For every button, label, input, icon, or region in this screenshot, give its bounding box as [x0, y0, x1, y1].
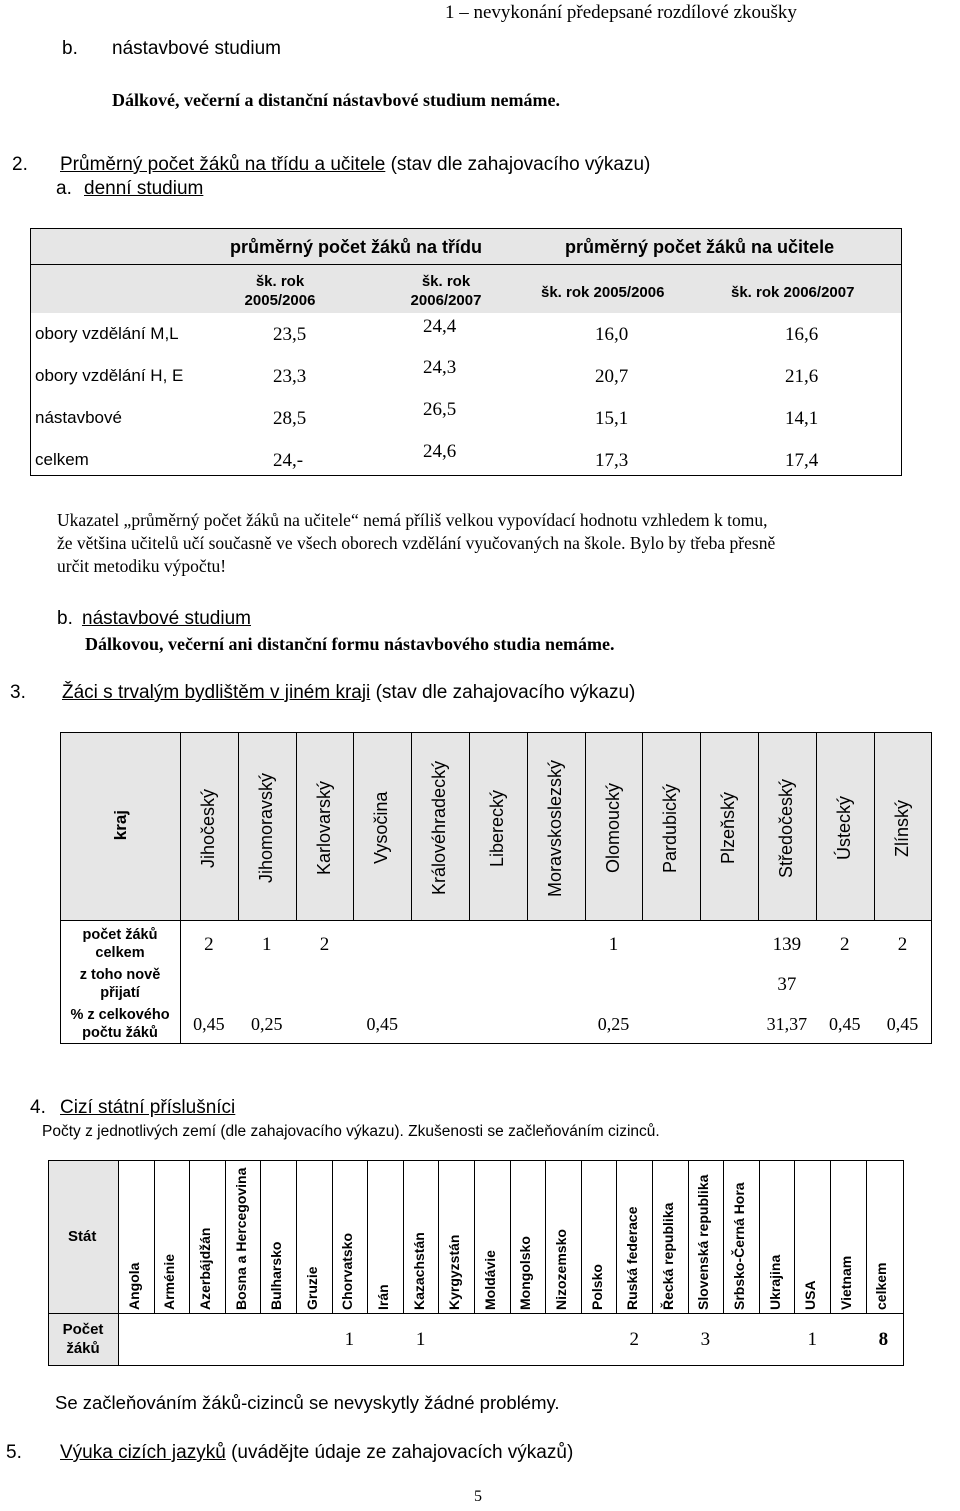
country-name: USA — [802, 1280, 819, 1310]
section-5-subtitle: (uvádějte údaje ze zahajovacích výkazů) — [231, 1442, 574, 1463]
country-column-divider — [688, 1160, 689, 1313]
table-divider — [30, 264, 902, 265]
region-value-percent: 0,45 — [366, 1014, 399, 1034]
country-count: 2 — [629, 1329, 639, 1350]
country-count: 3 — [700, 1329, 711, 1350]
country-name: Kyrgyzstán — [446, 1234, 463, 1310]
section-2a-letter: a. — [56, 178, 72, 199]
region-value-percent: 0,45 — [193, 1014, 225, 1034]
country-name: Vietnam — [837, 1255, 854, 1310]
country-name: celkem — [873, 1262, 890, 1310]
countries-label-divider — [118, 1160, 119, 1366]
pocet-header — [50, 1320, 116, 1358]
section-2-comment — [57, 509, 775, 578]
row-he-v1: 23,3 — [273, 366, 307, 387]
region-column-divider — [642, 732, 643, 920]
country-name: Bulharsko — [268, 1241, 285, 1310]
region-column-divider — [816, 732, 817, 920]
country-column-divider — [296, 1160, 297, 1313]
country-name: Irán — [375, 1284, 391, 1310]
region-name: Zlínský — [891, 799, 912, 857]
region-name: Olomoucký — [602, 782, 623, 874]
country-name: Slovenská republika — [695, 1174, 712, 1310]
region-name: Vysočina — [371, 791, 392, 865]
region-name: Jihočeský — [197, 788, 218, 868]
country-column-divider — [830, 1160, 831, 1313]
row-he-v3: 20,7 — [595, 366, 629, 387]
country-name: Kazachstán — [410, 1232, 427, 1310]
country-count: 1 — [344, 1329, 355, 1350]
region-column-divider — [758, 732, 759, 920]
col1-header — [240, 272, 320, 310]
section-5-number: 5. — [6, 1442, 22, 1463]
country-column-divider — [581, 1160, 582, 1313]
country-column-divider — [474, 1160, 475, 1313]
row-total-v4: 17,4 — [785, 450, 819, 471]
row-nast-v2: 26,5 — [423, 399, 457, 420]
row-label-ml: obory vzdělání M,L — [35, 324, 179, 343]
region-column-divider — [296, 732, 297, 920]
region-value-new-admitted: 37 — [777, 974, 797, 995]
row-he-v4: 21,6 — [785, 366, 819, 387]
country-count: 8 — [878, 1329, 889, 1350]
region-value-percent: 31,37 — [766, 1014, 808, 1034]
col2-header — [396, 272, 496, 310]
region-column-divider — [874, 732, 875, 920]
country-name: Arménie — [161, 1253, 178, 1310]
region-name: Ústecký — [833, 796, 854, 861]
region-column-divider — [411, 732, 412, 920]
region-name: Královéhradecký — [429, 760, 450, 896]
col1-header-l1: šk. rok — [255, 273, 305, 290]
row-nast-v4: 14,1 — [785, 408, 819, 429]
country-name: Srbsko-Černá Hora — [731, 1182, 747, 1310]
region-name: Pardubický — [660, 783, 681, 873]
region-name: Plzeňský — [718, 791, 739, 865]
row-label-nast: nástavbové — [35, 408, 122, 427]
countries-header-divider — [48, 1313, 904, 1314]
section-2b-letter: b. — [57, 608, 73, 629]
row-label-count — [62, 926, 178, 962]
row-label-he: obory vzdělání H, E — [35, 366, 184, 385]
country-name: Nizozemsko — [553, 1229, 569, 1310]
comment-line-2: že většina učitelů učí současně ve všech oborech vzdělání vyučovaných na škole. Bylo by třeba přesně — [57, 533, 776, 553]
section-2-subtitle: (stav dle zahajovacího výkazu) — [390, 154, 651, 175]
row-label-count-l2: celkem — [95, 945, 145, 961]
row-label-percent — [62, 1006, 178, 1042]
section-3-heading — [62, 682, 635, 704]
kraj-header: kraj — [111, 810, 130, 841]
row-total-v2: 24,6 — [423, 441, 457, 462]
region-column-divider — [700, 732, 701, 920]
group-header-per-class: průměrný počet žáků na třídu — [230, 237, 483, 257]
country-name: Gruzie — [303, 1266, 320, 1310]
stat-header: Stát — [68, 1228, 97, 1245]
section-1b-label: nástavbové studium — [112, 38, 281, 59]
country-name: Chorvatsko — [339, 1232, 356, 1310]
region-value-counts: 2 — [319, 934, 330, 955]
country-name: Ukrajina — [766, 1254, 783, 1310]
country-column-divider — [652, 1160, 653, 1313]
section-2-number: 2. — [12, 154, 28, 175]
row-ml-v2: 24,4 — [423, 316, 457, 337]
country-name: Mongolsko — [517, 1236, 534, 1310]
country-column-divider — [332, 1160, 333, 1313]
region-value-percent: 0,45 — [828, 1014, 861, 1034]
col4-header: šk. rok 2006/2007 — [731, 284, 855, 301]
section-3-title: Žáci s trvalým bydlištěm v jiném kraji — [62, 682, 371, 703]
region-column-divider — [353, 732, 354, 920]
row-nast-v1: 28,5 — [273, 408, 307, 429]
country-column-divider — [616, 1160, 617, 1313]
section-3-subtitle: (stav dle zahajovacího výkazu) — [375, 682, 636, 703]
country-column-divider — [403, 1160, 404, 1313]
region-name: Středočeský — [775, 778, 796, 878]
row-total-v1: 24,- — [273, 450, 304, 471]
row-label-total: celkem — [35, 450, 89, 469]
row-nast-v3: 15,1 — [595, 408, 629, 429]
comment-line-1: Ukazatel „průměrný počet žáků na učitele“ nemá příliš velkou vypovídací hodnotu vzhledem k tomu, — [57, 510, 768, 530]
section-1b-letter: b. — [62, 38, 78, 59]
section-2a-label: denní studium — [84, 178, 204, 199]
region-value-counts: 2 — [839, 934, 850, 955]
row-label-percent-l1: % z celkového — [70, 1007, 170, 1023]
country-column-divider — [367, 1160, 368, 1313]
row-label-count-l1: počet žáků — [82, 927, 158, 943]
section-2b-label: nástavbové studium — [82, 608, 251, 629]
row-label-new-l1: z toho nově — [79, 967, 161, 983]
page-number: 5 — [474, 1488, 482, 1505]
country-count: 1 — [807, 1329, 817, 1350]
country-column-divider — [759, 1160, 760, 1313]
country-column-divider — [154, 1160, 155, 1313]
region-column-divider — [469, 732, 470, 920]
region-value-percent: 0,45 — [886, 1014, 919, 1034]
section-5-title: Výuka cizích jazyků — [60, 1442, 226, 1463]
region-value-percent: 0,25 — [597, 1014, 630, 1034]
section-3-number: 3. — [10, 682, 26, 703]
country-name: Polsko — [588, 1264, 605, 1310]
region-value-counts: 1 — [261, 934, 272, 955]
country-column-divider — [723, 1160, 724, 1313]
country-name: Řecká republika — [659, 1202, 676, 1310]
region-value-percent: 0,25 — [250, 1014, 283, 1034]
section-4-note: Počty z jednotlivých zemí (dle zahajovacího výkazu). Zkušenosti se začleňováním cizinců. — [42, 1123, 660, 1140]
country-column-divider — [260, 1160, 261, 1313]
section-2-title: Průměrný počet žáků na třídu a učitele — [60, 154, 386, 175]
region-name: Moravskoslezský — [544, 759, 565, 897]
row-ml-v3: 16,0 — [595, 324, 629, 345]
country-count: 1 — [415, 1329, 426, 1350]
section-2b-note: Dálkovou, večerní ani distanční formu nástavbového studia nemáme. — [85, 634, 615, 654]
region-value-counts: 2 — [897, 934, 908, 955]
group-header-per-teacher: průměrný počet žáků na učitele — [565, 237, 835, 257]
col1-header-l2: 2005/2006 — [244, 292, 316, 309]
region-column-divider — [238, 732, 239, 920]
avg-students-table — [30, 228, 902, 476]
region-column-divider — [585, 732, 586, 920]
pocet-header-l1: Počet — [62, 1321, 104, 1338]
comment-line-3: určit metodiku výpočtu! — [57, 556, 227, 576]
region-value-counts: 139 — [772, 934, 802, 955]
row-ml-v4: 16,6 — [785, 324, 819, 345]
regions-header-divider — [60, 920, 932, 921]
top-right-note: 1 – nevykonání předepsané rozdílové zkoušky — [445, 2, 797, 23]
region-name: Jihomoravský — [255, 772, 276, 884]
country-column-divider — [225, 1160, 226, 1313]
country-name: Azerbájdžán — [197, 1227, 213, 1310]
col3-header: šk. rok 2005/2006 — [541, 284, 665, 301]
integration-note: Se začleňováním žáků-cizinců se nevyskytly žádné problémy. — [55, 1392, 560, 1413]
section-4-title: Cizí státní příslušníci — [60, 1097, 236, 1118]
country-column-divider — [545, 1160, 546, 1313]
row-ml-v1: 23,5 — [273, 324, 307, 345]
country-column-divider — [866, 1160, 867, 1313]
section-5-heading — [60, 1442, 573, 1464]
country-column-divider — [510, 1160, 511, 1313]
section-4-number: 4. — [30, 1097, 46, 1118]
pocet-header-l2: žáků — [66, 1340, 100, 1357]
country-column-divider — [794, 1160, 795, 1313]
row-label-new — [62, 966, 178, 1002]
row-total-v3: 17,3 — [595, 450, 629, 471]
row-label-new-l2: přijatí — [100, 985, 140, 1001]
region-value-counts: 2 — [204, 934, 214, 955]
country-name: Moldávie — [481, 1250, 498, 1310]
col2-header-l1: šk. rok — [421, 273, 471, 290]
region-name: Karlovarský — [313, 780, 334, 876]
region-name: Liberecký — [486, 789, 507, 867]
country-name: Bosna a Hercegovina — [232, 1167, 249, 1310]
section-1b-note: Dálkové, večerní a distanční nástavbové studium nemáme. — [112, 90, 561, 110]
region-column-divider — [527, 732, 528, 920]
country-column-divider — [438, 1160, 439, 1313]
region-value-counts: 1 — [608, 934, 619, 955]
country-name: Ruská federace — [624, 1206, 641, 1310]
country-name: Angola — [125, 1262, 142, 1310]
section-2-heading — [60, 154, 650, 176]
row-label-percent-l2: počtu žáků — [82, 1025, 158, 1041]
regions-label-divider — [180, 732, 181, 1044]
col2-header-l2: 2006/2007 — [410, 292, 482, 309]
row-he-v2: 24,3 — [423, 357, 457, 378]
country-column-divider — [189, 1160, 190, 1313]
